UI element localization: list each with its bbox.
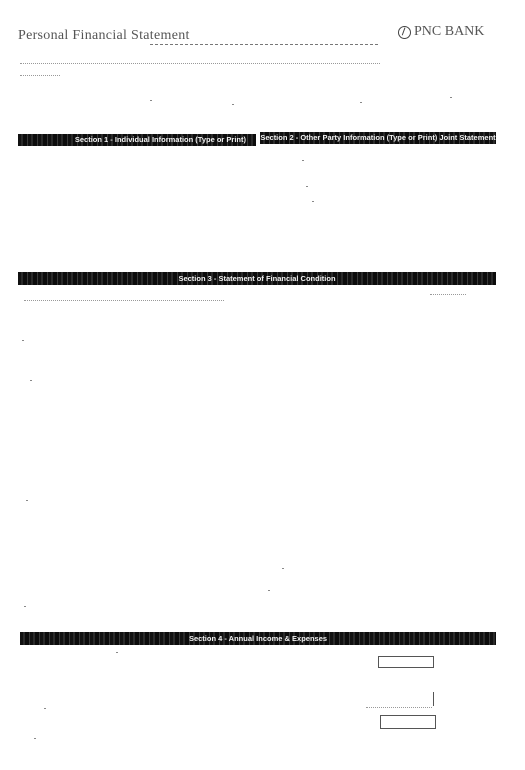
amount-box[interactable]: [380, 715, 436, 729]
bank-name: PNC BANK: [414, 24, 485, 39]
amount-box[interactable]: [378, 656, 434, 668]
scan-speck: [268, 590, 270, 591]
scan-speck: [34, 738, 36, 739]
scan-speck: [232, 104, 234, 105]
scan-speck: [22, 340, 24, 341]
section-4-header: Section 4 - Annual Income & Expenses: [20, 632, 496, 645]
pnc-logo-icon: [398, 26, 411, 39]
column-header-line: [24, 299, 224, 301]
instruction-line: [20, 74, 60, 76]
scan-speck: [306, 186, 308, 187]
scan-speck: [450, 97, 452, 98]
column-header-line: [430, 293, 466, 295]
section-2-header: Section 2 - Other Party Information (Type or Print) Joint Statement: [260, 133, 496, 142]
scan-speck: [116, 652, 118, 653]
scan-speck: [44, 708, 46, 709]
scan-speck: [150, 100, 152, 101]
scan-speck: [282, 568, 284, 569]
scan-speck: [24, 606, 26, 607]
instruction-line: [20, 62, 380, 64]
document-title: Personal Financial Statement: [18, 28, 190, 43]
section-3-header: Section 3 - Statement of Financial Condition: [18, 272, 496, 285]
title-underline: [150, 44, 378, 45]
scan-speck: [302, 160, 304, 161]
scan-speck: [360, 102, 362, 103]
scan-speck: [30, 380, 32, 381]
scan-speck: [312, 201, 314, 202]
bank-logo: [398, 24, 484, 40]
section-1-header: Section 1 - Individual Information (Type or Print): [18, 134, 256, 146]
amount-box[interactable]: [430, 692, 434, 706]
entry-line: [366, 706, 432, 708]
scan-speck: [26, 500, 28, 501]
